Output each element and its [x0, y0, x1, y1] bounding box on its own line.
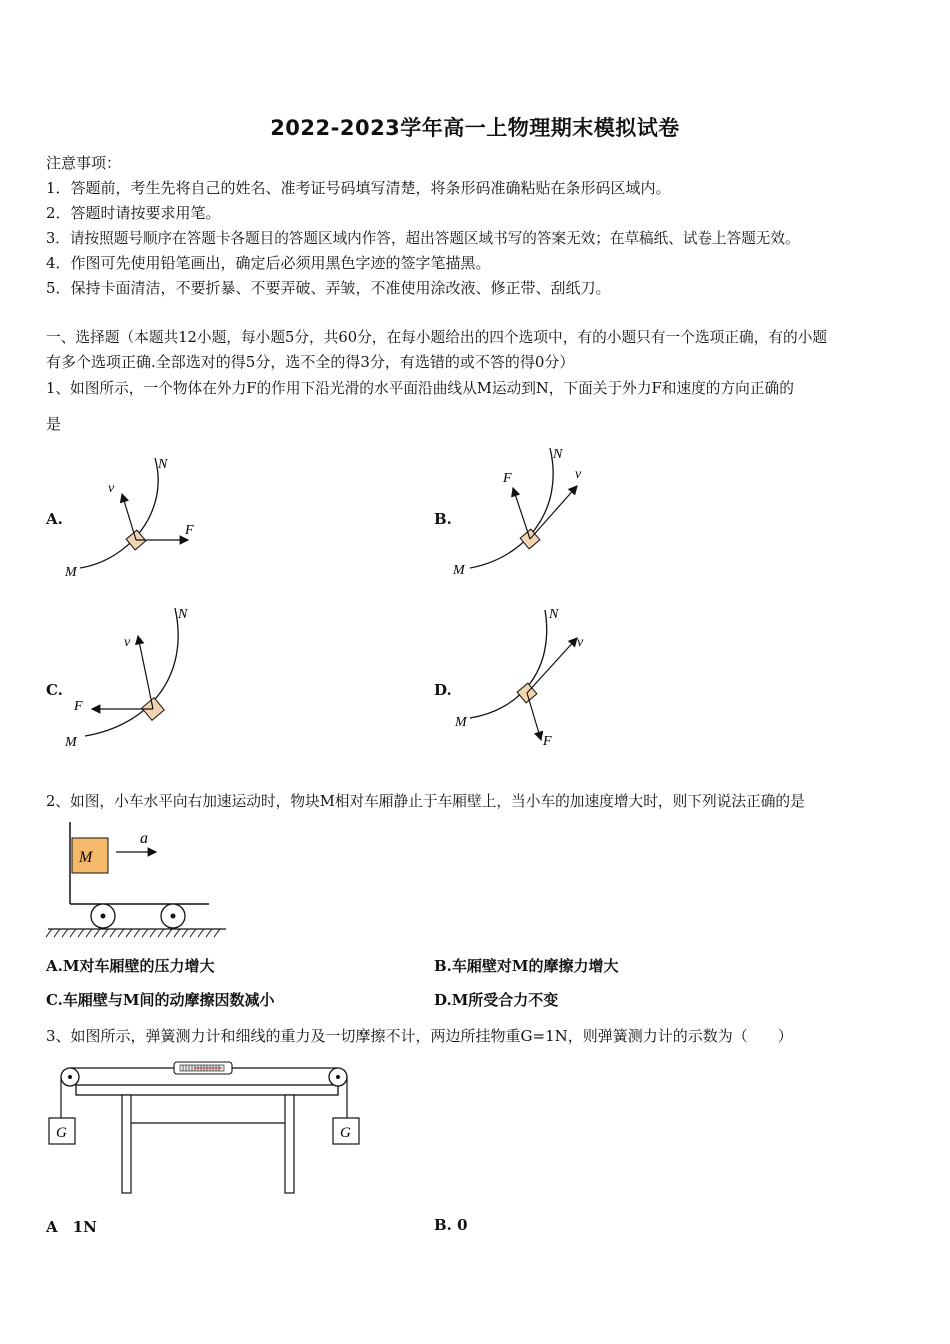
velocity-arrow: [122, 494, 136, 540]
velocity-arrow: [530, 486, 577, 539]
label-v: v: [108, 481, 115, 496]
table-leg-left: [122, 1095, 131, 1193]
label-m: M: [453, 563, 465, 578]
ground-hatch: [46, 929, 220, 937]
notice-item-2: 2．答题时请按要求用笔。: [46, 204, 221, 222]
label-m: M: [455, 715, 467, 730]
notice-item-4: 4．作图可先使用铅笔画出，确定后必须用黑色字迹的签字笔描黑。: [46, 254, 491, 272]
label-n: N: [178, 607, 188, 622]
q1-figure-d: [445, 600, 595, 755]
q1-figure-a: [60, 450, 210, 580]
trajectory-curve: [85, 608, 178, 736]
force-arrow: [527, 693, 541, 740]
q1-stem-line2: 是: [46, 415, 62, 433]
q2-figure-cart: [44, 818, 234, 943]
label-n: N: [158, 457, 168, 472]
q1-option-d-label: D.: [434, 681, 452, 699]
table-top: [76, 1085, 338, 1095]
q3-figure-table: [44, 1055, 374, 1200]
q3-option-b: B. 0: [434, 1216, 468, 1234]
trajectory-curve: [470, 448, 553, 568]
weight-left-label: G: [56, 1125, 67, 1141]
label-v: v: [577, 635, 584, 650]
label-v: v: [124, 635, 131, 650]
label-n: N: [553, 447, 563, 462]
table-leg-right: [285, 1095, 294, 1193]
q3-option-a: A 1N: [46, 1218, 97, 1236]
q2-option-c: C.车厢壁与M间的动摩擦因数减小: [46, 991, 275, 1009]
notice-heading: 注意事项：: [46, 154, 122, 172]
trajectory-curve: [80, 458, 158, 568]
q2-option-d: D.M所受合力不变: [434, 991, 559, 1009]
velocity-arrow: [527, 638, 577, 693]
block-label: M: [79, 849, 93, 866]
label-f: F: [185, 523, 194, 538]
label-v: v: [575, 467, 582, 482]
weight-right-label: G: [340, 1125, 351, 1141]
acceleration-label: a: [140, 830, 148, 847]
force-arrow: [513, 488, 530, 539]
notice-item-1: 1．答题前，考生先将自己的姓名、准考证号码填写清楚，将条形码准确粘贴在条形码区域内。: [46, 179, 671, 197]
section1-line2: 有多个选项正确.全部选对的得5分，选不全的得3分，有选错的或不答的得0分）: [46, 353, 575, 371]
label-f: F: [503, 471, 512, 486]
notice-item-3: 3．请按照题号顺序在答题卡各题目的答题区域内作答，超出答题区域书写的答案无效；在草稿纸、试卷上答题无效。: [46, 230, 800, 247]
q3-stem: 3、如图所示，弹簧测力计和细线的重力及一切摩擦不计，两边所挂物重G=1N，则弹簧测力计的示数为（ ）: [46, 1027, 793, 1045]
q2-stem: 2、如图，小车水平向右加速运动时，物块M相对车厢静止于车厢壁上，当小车的加速度增大时，则下列说法正确的是: [46, 793, 805, 810]
spring-scale: [174, 1062, 232, 1074]
section1-line1: 一、选择题（本题共12小题，每小题5分，共60分，在每小题给出的四个选项中，有的小题只有一个选项正确，有的小题: [46, 329, 828, 346]
q1-stem-line1: 1、如图所示，一个物体在外力F的作用下沿光滑的水平面沿曲线从M运动到N，下面关于外力F和速度的方向正确的: [46, 380, 794, 397]
q1-option-c-label: C.: [46, 681, 63, 699]
label-m: M: [65, 565, 77, 580]
velocity-arrow: [138, 636, 153, 709]
q1-option-a-label: A.: [46, 510, 63, 528]
notice-item-5: 5．保持卡面清洁，不要折暴、不要弄破、弄皱，不准使用涂改液、修正带、刮纸刀。: [46, 279, 611, 297]
q2-option-b: B.车厢壁对M的摩擦力增大: [434, 957, 619, 975]
label-f: F: [543, 734, 552, 749]
q1-figure-b: [445, 440, 595, 580]
q1-figure-c: [60, 600, 210, 750]
label-m: M: [65, 735, 77, 750]
q2-option-a: A.M对车厢壁的压力增大: [46, 957, 215, 975]
q1-option-b-label: B.: [434, 510, 452, 528]
trajectory-curve: [470, 610, 547, 718]
page-title: 2022-2023学年高一上物理期末模拟试卷: [270, 116, 680, 140]
label-n: N: [549, 607, 559, 622]
label-f: F: [74, 699, 83, 714]
